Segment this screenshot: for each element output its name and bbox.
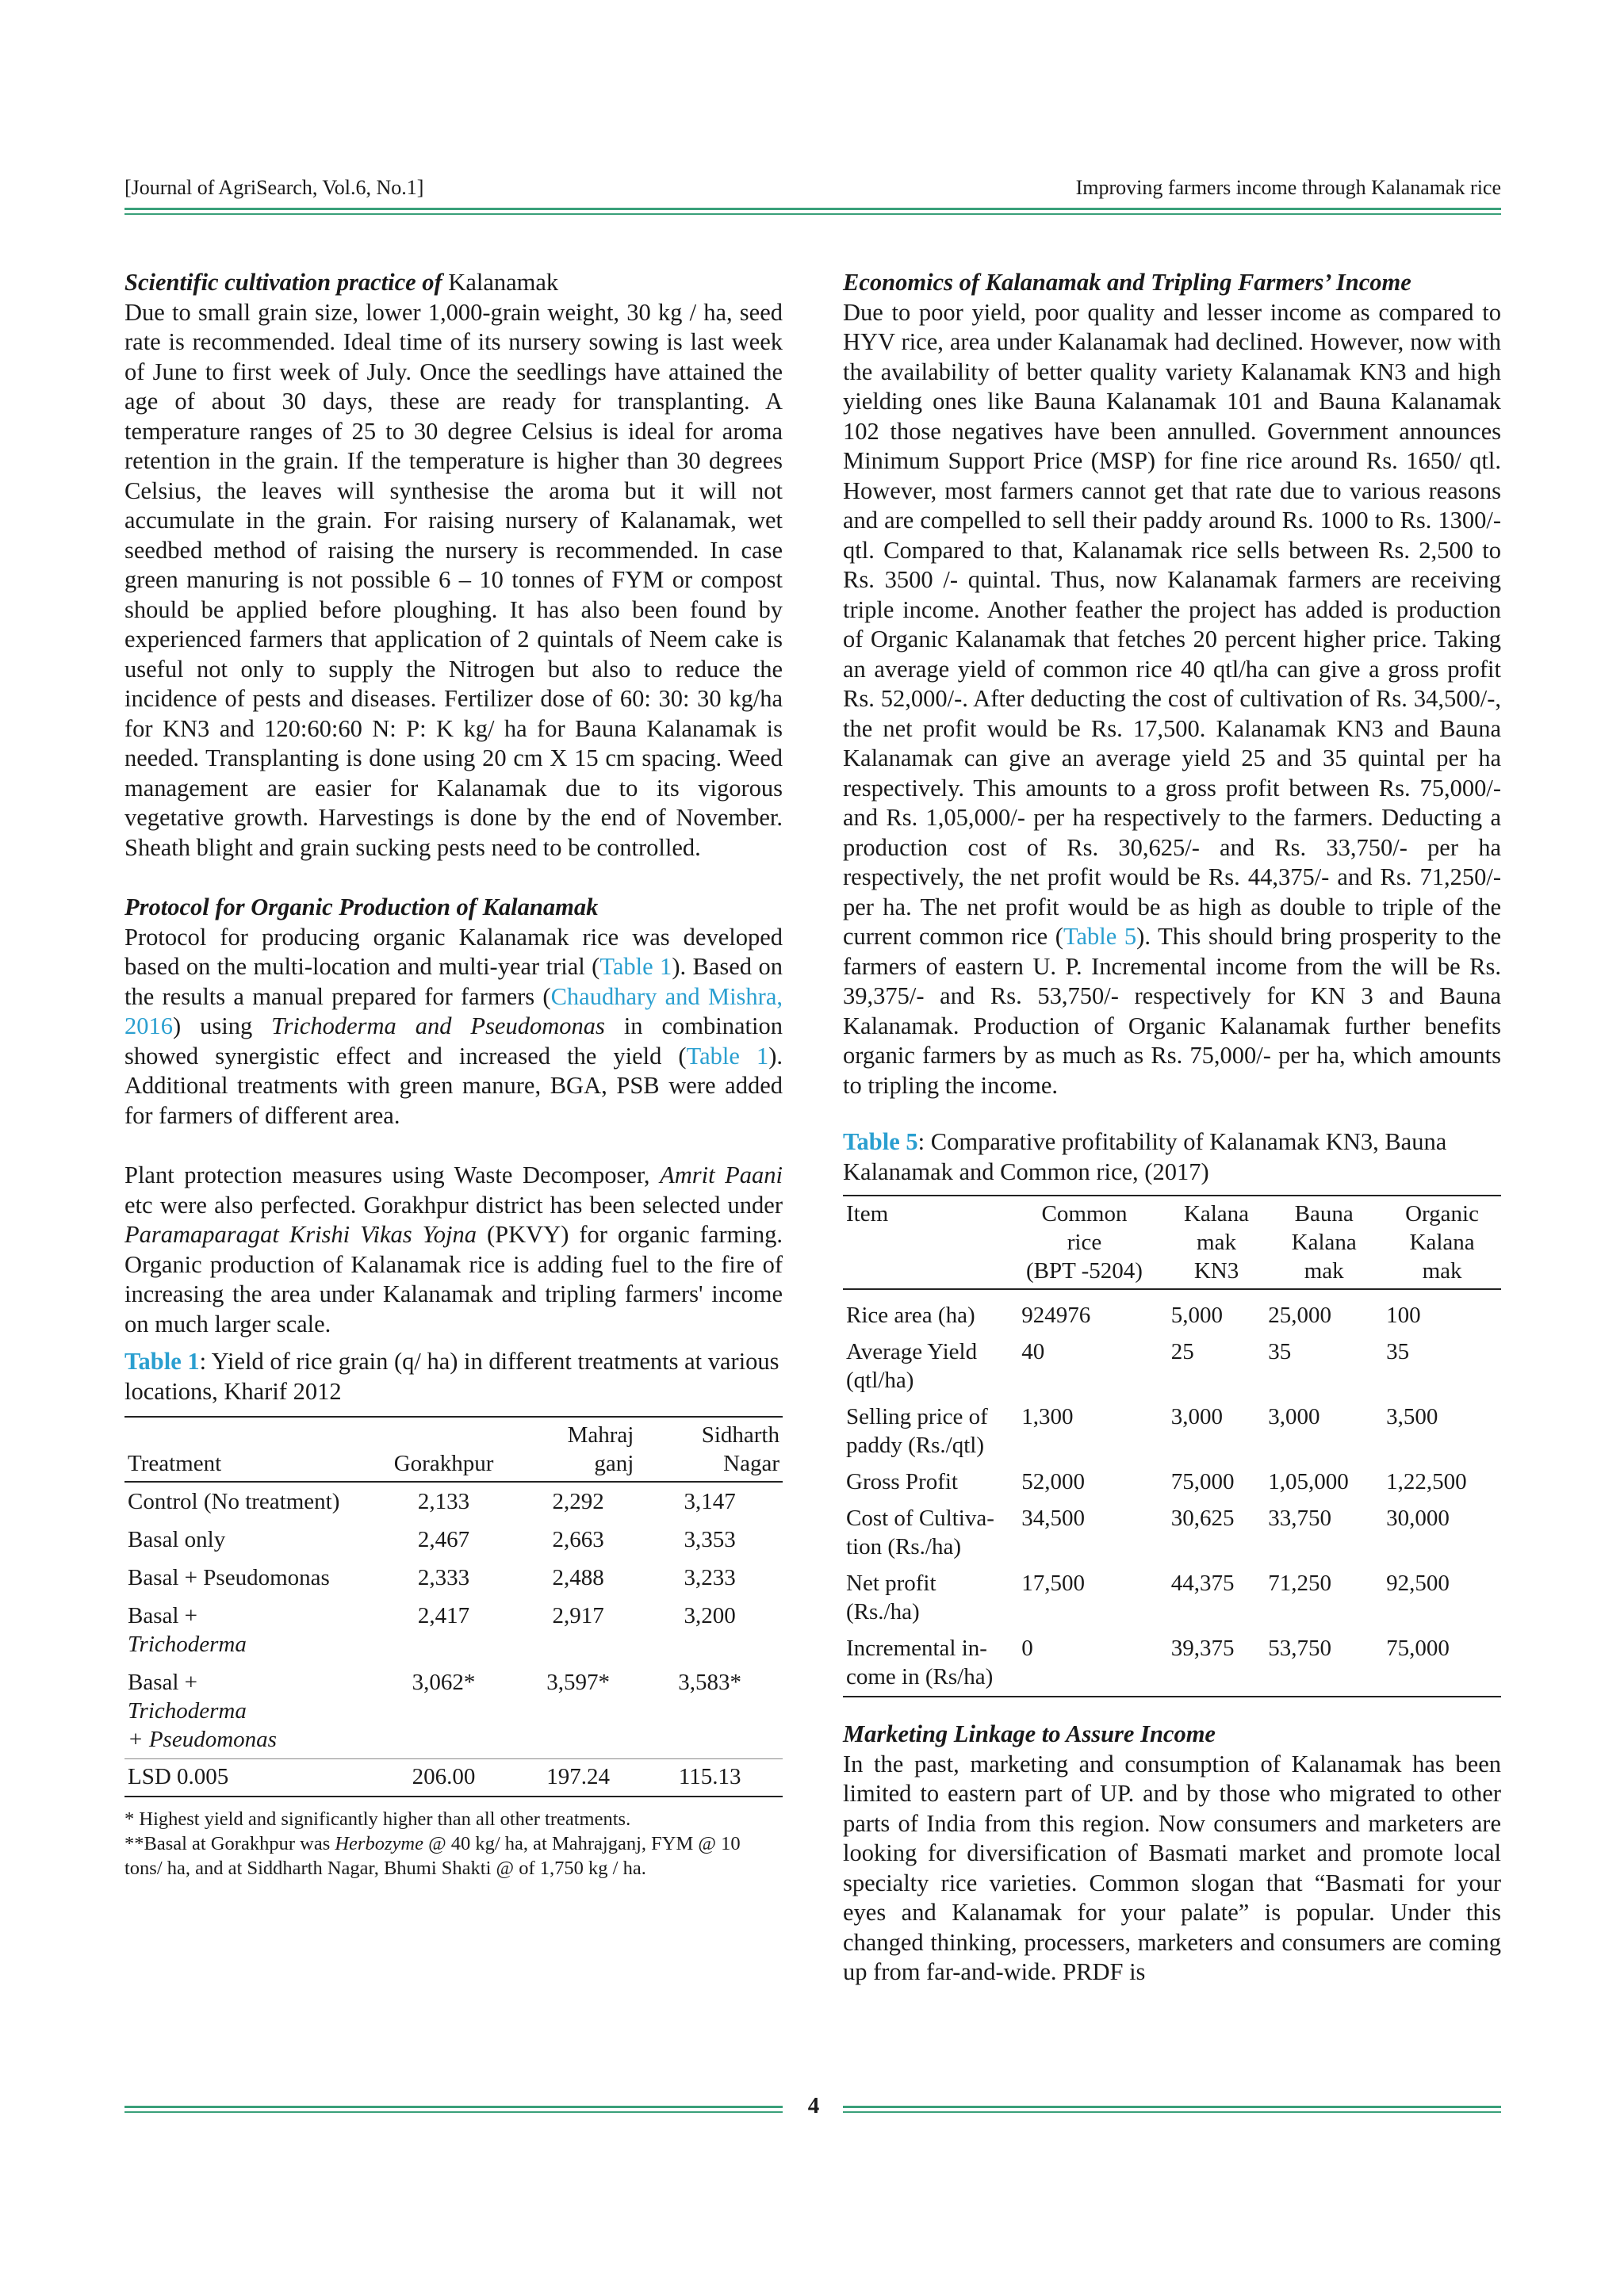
table-row: Gross Profit 52,000 75,000 1,05,000 1,22,500 bbox=[846, 1469, 1467, 1494]
table-row: Net profit (Rs./ha) 17,500 44,375 71,250 92,500 bbox=[846, 1571, 1450, 1624]
table1 bbox=[124, 1416, 783, 1797]
table5-link[interactable]: Table 5 bbox=[1063, 923, 1137, 950]
footer-rule-right bbox=[843, 2106, 1501, 2114]
section-heading-economics: Economics of Kalanamak and Tripling Farmers’ Income bbox=[843, 269, 1411, 296]
table-header: Common rice (BPT -5204) bbox=[1026, 1201, 1143, 1284]
table1-link[interactable]: Table 1 bbox=[599, 953, 672, 980]
table-row: Selling price of paddy (Rs./qtl) 1,300 3,000 3,000 3,500 bbox=[846, 1404, 1438, 1458]
plant-protection-paragraph: Plant protection measures using Waste Decomposer, Amrit Paani etc were also perfected. Gorakhpur district has been selected under Paramaparagat Krishi Vikas Yojna (PKVY) for organic farming. Organic production of Kalanamak rice is adding fuel to the fire of increasing the area under Kalanamak and tripling farmers' income on much larger scale. bbox=[124, 1161, 783, 1337]
table-row-lsd: LSD 0.005 206.00 197.24 115.13 bbox=[124, 1759, 783, 1797]
table-row: Average Yield (qtl/ha) 40 25 35 35 bbox=[846, 1339, 1410, 1393]
table-header: Organic Kalana mak bbox=[1405, 1201, 1479, 1284]
right-column bbox=[843, 268, 1501, 1988]
organic-protocol-paragraph: Protocol for producing organic Kalanamak rice was developed based on the multi-location and multi-year trial (Table 1). Based on the results a manual prepared for farmers (Chaudhary and Mishra, 2016) using Trichoderma and Pseudomonas in combination showed synergistic effect and increased the yield (Table 1). Additional treatments with green manure, BGA, PSB were added for farmers of different area. bbox=[124, 923, 783, 1129]
table-header: Bauna Kalana mak bbox=[1291, 1201, 1357, 1284]
table-row: Rice area (ha) 924976 5,000 25,000 100 bbox=[846, 1303, 1421, 1328]
section-heading-marketing: Marketing Linkage to Assure Income bbox=[843, 1720, 1216, 1747]
table1-footnotes: * Highest yield and significantly higher than all other treatments. **Basal at Gorakhpur was Herbozyme @ 40 kg/ ha, at Mahrajganj, FYM @ 10 tons/ ha, and at Siddharth Nagar, Bhumi Shakti @ of 1,750 kg / ha. bbox=[124, 1808, 741, 1879]
table-header: Kalana mak KN3 bbox=[1183, 1201, 1250, 1284]
section-heading-cultivation: Scientific cultivation practice of Kalanamak bbox=[124, 269, 559, 296]
table-row: Incremental in-come in (Rs/ha) 0 39,375 53,750 75,000 bbox=[846, 1636, 1450, 1689]
table-row: Basal + Trichoderma 2,417 2,917 3,200 bbox=[128, 1603, 736, 1657]
section-heading-organic-protocol: Protocol for Organic Production of Kalanamak bbox=[124, 894, 599, 920]
left-column bbox=[124, 268, 783, 1881]
citation-link[interactable]: Chaudhary and Mishra, 2016 bbox=[124, 982, 783, 1039]
table5-caption: Table 5: Comparative profitability of Kalanamak KN3, Bauna Kalanamak and Common rice, (2017) bbox=[843, 1128, 1447, 1185]
table1-link[interactable]: Table 1 bbox=[686, 1042, 769, 1070]
running-title: Improving farmers income through Kalanamak rice bbox=[1075, 176, 1501, 199]
table-header: Gorakhpur bbox=[393, 1451, 494, 1476]
running-header bbox=[124, 176, 1501, 200]
table-row: Basal only 2,467 2,663 3,353 bbox=[128, 1527, 736, 1552]
table-header: Treatment bbox=[128, 1451, 222, 1476]
header-rule bbox=[124, 208, 1501, 218]
table1-caption: Table 1: Yield of rice grain (q/ ha) in different treatments at various locations, Kharif 2012 bbox=[124, 1348, 779, 1405]
table-row: Cost of Cultiva-tion (Rs./ha) 34,500 30,625 33,750 30,000 bbox=[846, 1506, 1450, 1559]
table-row: Basal + Pseudomonas 2,333 2,488 3,233 bbox=[128, 1565, 736, 1590]
page-number: 4 bbox=[807, 2093, 820, 2118]
economics-paragraph: Due to poor yield, poor quality and lesser income as compared to HYV rice, area under Kalanamak had declined. However, now with the availability of better quality variety Kalanamak KN3 and high yielding ones like Bauna Kalanamak 101 and Bauna Kalanamak 102 those negatives have been annulled. Government announces Minimum Support Price (MSP) for fine rice around Rs. 1650/ qtl. However, most farmers cannot get that rate due to various reasons and are compelled to sell their paddy around Rs. 1000 to Rs. 1300/- qtl. Compared to that, Kalanamak rice sells between Rs. 2,500 to Rs. 3500 /- quintal. Thus, now Kalanamak farmers are receiving triple income. Another feather the project has added is production of Organic Kalanamak that fetches 20 percent higher price. Taking an average yield of common rice 40 qtl/ha can give a gross profit Rs. 52,000/-. After deducting the cost of cultivation of Rs. 34,500/-, the net profit would be Rs. 17,500. Kalanamak KN3 and Bauna Kalanamak can give an average yield 25 and 35 quintal per ha respectively. This amounts to a gross profit between Rs. 75,000/- and Rs. 1,05,000/- per ha respectively to the farmers. Deducting a production cost of Rs. 30,625/- and Rs. 33,750/- per ha respectively, the net profit would be Rs. 44,375/- and Rs. 71,250/- per ha. The net profit would be as high as double to triple of the current common rice (Table 5). This should bring prosperity to the farmers of eastern U. P. Incremental income from the will be Rs. 39,375/- and Rs. 53,750/- respectively for KN 3 and Bauna Kalanamak. Production of Organic Kalanamak further benefits organic farmers by as much as Rs. 75,000/- per ha, which amounts to tripling the income. bbox=[843, 298, 1501, 1099]
marketing-paragraph: In the past, marketing and consumption of Kalanamak has been limited to eastern part of UP. and by those who migrated to other parts of India from this region. Now consumers and marketers are looking for diversification of Basmati market and promote local specialty rice varieties. Common slogan that “Basmati for your eyes and Kalanamak for your palate” is popular. Under this changed thinking, processers, marketers and consumers are coming up from far-and-wide. PRDF is bbox=[843, 1750, 1501, 1985]
table-row: Basal + Trichoderma + Pseudomonas 3,062* 3,597* 3,583* bbox=[128, 1670, 742, 1752]
table-header: Item bbox=[846, 1201, 889, 1226]
table-header: Mahraj ganj bbox=[567, 1422, 634, 1476]
table-header: Sidharth Nagar bbox=[701, 1422, 779, 1476]
table-row: Control (No treatment) 2,133 2,292 3,147 bbox=[128, 1489, 736, 1514]
table5 bbox=[843, 1195, 1501, 1697]
cultivation-paragraph: Due to small grain size, lower 1,000-grain weight, 30 kg / ha, seed rate is recommended. Ideal time of its nursery sowing is last week of June to first week of July. Once the seedlings have attained the age of about 30 days, these are ready for transplanting. A temperature ranges of 25 to 30 degree Celsius is ideal for aroma retention in the grain. If the temperature is higher than 30 degrees Celsius, the leaves will synthesise the aroma but it will not accumulate in the grain. For raising nursery of Kalanamak, wet seedbed method of raising the nursery is recommended. In case green manuring is not possible 6 – 10 tonnes of FYM or compost should be applied before ploughing. It has also been found by experienced farmers that application of 2 quintals of Neem cake is useful not only to supply the Nitrogen but also to reduce the incidence of pests and diseases. Fertilizer dose of 60: 30: 30 kg/ha for KN3 and 120:60:60 N: P: K kg/ ha for Bauna Kalanamak is needed. Transplanting is done using 20 cm X 15 cm spacing. Weed management are easier for Kalanamak due to its vigorous vegetative growth. Harvestings is done by the end of November. Sheath blight and grain sucking pests need to be controlled. bbox=[124, 298, 783, 861]
journal-citation: [Journal of AgriSearch, Vol.6, No.1] bbox=[124, 176, 424, 199]
footer-rule-left bbox=[124, 2106, 783, 2114]
